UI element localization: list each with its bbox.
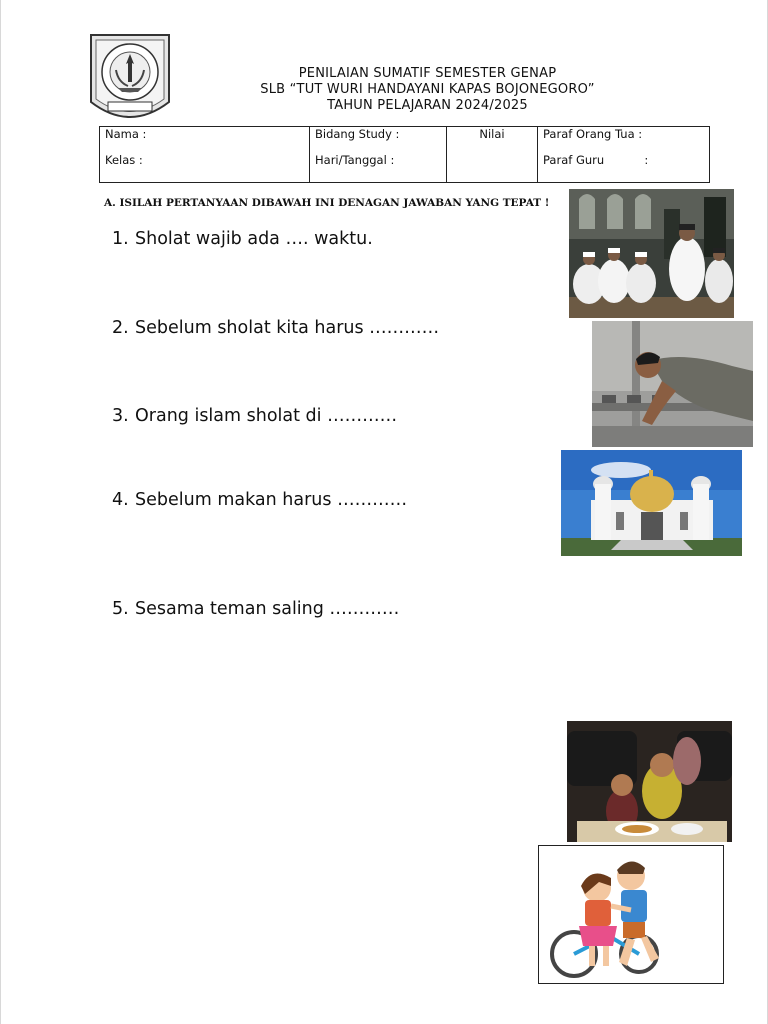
question-text: Sesama teman saling ………… (135, 599, 400, 619)
signature-cell (538, 127, 710, 183)
hari-tanggal-label: Hari/Tanggal : (315, 153, 395, 167)
people-praying-photo (569, 189, 734, 318)
wudhu-washing-photo (592, 321, 753, 447)
academic-year: TAHUN PELAJARAN 2024/2025 (327, 98, 528, 113)
question-3 (112, 406, 397, 426)
school-logo (88, 32, 172, 128)
question-number: 1. (112, 229, 129, 249)
question-number: 5. (112, 599, 129, 619)
question-5 (112, 599, 399, 619)
question-number: 4. (112, 490, 129, 510)
name-class-cell (100, 127, 310, 183)
question-text: Sebelum makan harus ………… (135, 490, 408, 510)
family-eating-photo (567, 721, 732, 842)
question-text: Sebelum sholat kita harus ………… (135, 318, 440, 338)
question-number: 3. (112, 406, 129, 426)
bidang-study-label: Bidang Study : (315, 127, 400, 141)
section-instruction: A. ISILAH PERTANYAAN DIBAWAH INI DENAGAN JAWABAN YANG TEPAT ! (104, 197, 550, 209)
kelas-label: Kelas : (105, 153, 143, 167)
exam-title: PENILAIAN SUMATIF SEMESTER GENAP (298, 66, 557, 81)
school-name: SLB “TUT WURI HANDAYANI KAPAS BOJONEGORO” (260, 82, 595, 97)
student-info-table (99, 126, 710, 183)
paraf-guru-label: Paraf Guru : (543, 153, 649, 167)
question-1 (112, 229, 373, 249)
question-text: Orang islam sholat di ………… (135, 406, 398, 426)
subject-date-cell (310, 127, 447, 183)
question-4 (112, 490, 407, 510)
score-cell (447, 127, 538, 183)
question-text: Sholat wajib ada …. waktu. (135, 229, 373, 249)
question-number: 2. (112, 318, 129, 338)
paraf-orang-tua-label: Paraf Orang Tua : (543, 127, 643, 141)
mosque-photo (561, 450, 742, 556)
question-2 (112, 318, 439, 338)
children-helping-illustration (538, 845, 724, 984)
nama-label: Nama : (105, 127, 147, 141)
nilai-label: Nilai (479, 127, 505, 141)
